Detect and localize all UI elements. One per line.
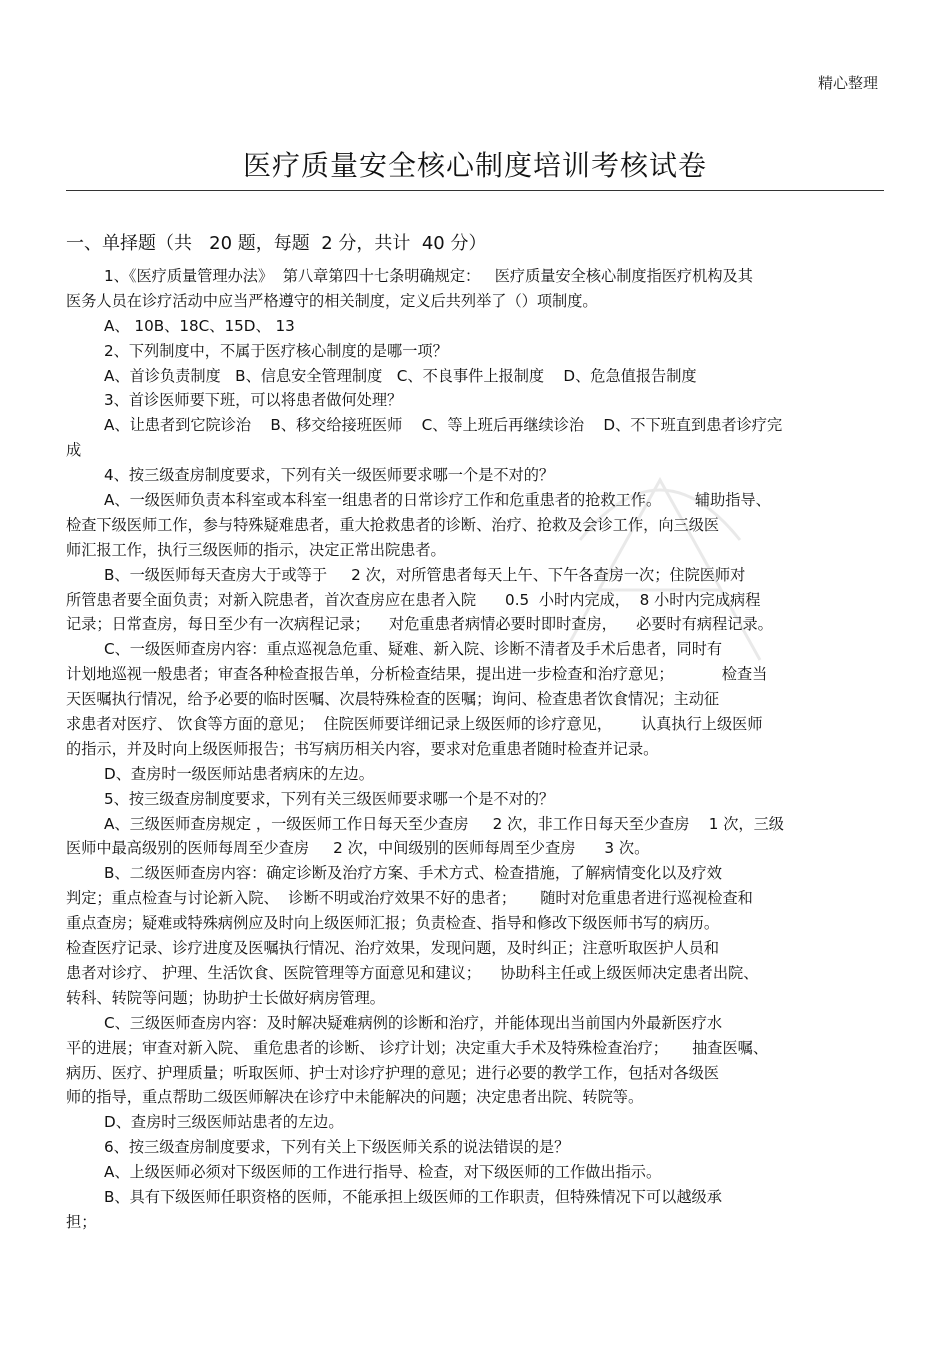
- question-line: 重点查房；疑难或特殊病例应及时向上级医师汇报；负责检查、指导和修改下级医师书写的病历。: [66, 914, 720, 933]
- question-line: D、查房时一级医师站患者病床的左边。: [104, 764, 374, 783]
- question-line: 天医嘱执行情况，给予必要的临时医嘱、次晨特殊检查的医嘱；询问、检查患者饮食情况；主动征: [66, 690, 720, 709]
- question-line: 检查医疗记录、诊疗进度及医嘱执行情况、治疗效果，发现问题，及时纠正；注意听取医护人员和: [66, 939, 720, 958]
- question-line: B、二级医师查房内容：确定诊断及治疗方案、手术方式、检查措施，了解病情变化以及疗效: [104, 864, 722, 883]
- question-line: B、一级医师每天查房大于或等于 2 次，对所管患者每天上午、下午各查房一次；住院医师对: [104, 565, 746, 584]
- question-line: A、让患者到它院诊治 B、移交给接班医师 C、等上班后再继续诊治 D、不下班直到患者诊疗完: [104, 416, 783, 435]
- question-line: 6、按三级查房制度要求，下列有关上下级医师关系的说法错误的是？: [104, 1138, 570, 1157]
- question-line: 1、《医疗质量管理办法》 第八章第四十七条明确规定： 医疗质量安全核心制度指医疗机构及其: [104, 267, 753, 285]
- question-line: A、首诊负责制度 B、信息安全管理制度 C、不良事件上报制度 D、危急值报告制度: [104, 366, 697, 385]
- question-line: D、查房时三级医师站患者的左边。: [104, 1113, 344, 1132]
- question-line: C、一级医师查房内容：重点巡视急危重、疑难、新入院、诊断不清者及手术后患者，同时有: [104, 640, 723, 659]
- title-divider: [66, 190, 884, 191]
- question-line: 师的指导，重点帮助二级医师解决在诊疗中未能解决的问题；决定患者出院、转院等。: [66, 1088, 644, 1107]
- question-line: 求患者对医疗、 饮食等方面的意见； 住院医师要详细记录上级医师的诊疗意见， 认真执行上级医师: [66, 715, 763, 734]
- question-line: 病历、医疗、护理质量；听取医师、护士对诊疗护理的意见；进行必要的教学工作，包括对各级医: [66, 1063, 720, 1082]
- question-line: 平的进展；审查对新入院、 重危患者的诊断、 诊疗计划；决定重大手术及特殊检查治疗； 抽查医嘱、: [66, 1038, 769, 1057]
- question-line: 2、下列制度中，不属于医疗核心制度的是哪一项？: [104, 341, 448, 360]
- document-title: 医疗质量安全核心制度培训考核试卷: [242, 149, 707, 182]
- question-line: A、 10B、18C、15D、 13: [104, 316, 295, 335]
- question-line: 医务人员在诊疗活动中应当严格遵守的相关制度，定义后共列举了（）项制度。: [66, 291, 598, 310]
- question-line: 4、按三级查房制度要求，下列有关一级医师要求哪一个是不对的？: [104, 466, 555, 485]
- question-line: 所管患者要全面负责；对新入院患者，首次查房应在患者入院 0.5 小时内完成， 8 小时内完成病程: [66, 590, 761, 609]
- question-line: B、具有下级医师任职资格的医师，不能承担上级医师的工作职责，但特殊情况下可以越级承: [104, 1187, 722, 1206]
- section-heading: 一、单择题（共 20 题，每题 2 分，共计 40 分）: [66, 233, 487, 254]
- question-line: 5、按三级查房制度要求，下列有关三级医师要求哪一个是不对的？: [104, 789, 555, 808]
- question-line: 师汇报工作，执行三级医师的指示，决定正常出院患者。: [66, 540, 446, 559]
- question-line: 担；: [66, 1212, 97, 1231]
- question-line: A、三级医师查房规定 ，一级医师工作日每天至少查房 2 次，非工作日每天至少查房 1 次，三级: [104, 814, 784, 833]
- question-line: A、一级医师负责本科室或本科室一组患者的日常诊疗工作和危重患者的抢救工作。 辅助指导、: [104, 491, 771, 510]
- header-corner-label: 精心整理: [817, 74, 878, 92]
- question-line: 转科、转院等问题；协助护士长做好病房管理。: [66, 988, 385, 1007]
- question-line: A、上级医师必须对下级医师的工作进行指导、检查，对下级医师的工作做出指示。: [104, 1163, 662, 1182]
- question-line: C、三级医师查房内容：及时解决疑难病例的诊断和治疗，并能体现出当前国内外最新医疗水: [104, 1013, 723, 1032]
- question-line: 检查下级医师工作，参与特殊疑难患者，重大抢救患者的诊断、治疗、抢救及会诊工作，向三级医: [66, 515, 720, 534]
- question-line: 患者对诊疗、 护理、生活饮食、医院管理等方面意见和建议； 协助科主任或上级医师决定患者出院、: [66, 963, 759, 982]
- question-line: 成: [66, 441, 82, 460]
- question-line: 计划地巡视一般患者；审查各种检查报告单，分析检查结果，提出进一步检查和治疗意见； 检查当: [66, 665, 768, 684]
- question-line: 3、首诊医师要下班，可以将患者做何处理？: [104, 391, 403, 410]
- question-line: 判定；重点检查与讨论新入院、 诊断不明或治疗效果不好的患者； 随时对危重患者进行巡视检查和: [66, 889, 753, 908]
- question-line: 医师中最高级别的医师每周至少查房 2 次，中间级别的医师每周至少查房 3 次。: [66, 839, 650, 858]
- question-line: 的指示，并及时向上级医师报告；书写病历相关内容，要求对危重患者随时检查并记录。: [66, 739, 659, 758]
- question-body: [66, 264, 884, 1235]
- question-line: 记录；日常查房，每日至少有一次病程记录； 对危重患者病情必要时即时查房， 必要时有病程记录。: [66, 615, 773, 634]
